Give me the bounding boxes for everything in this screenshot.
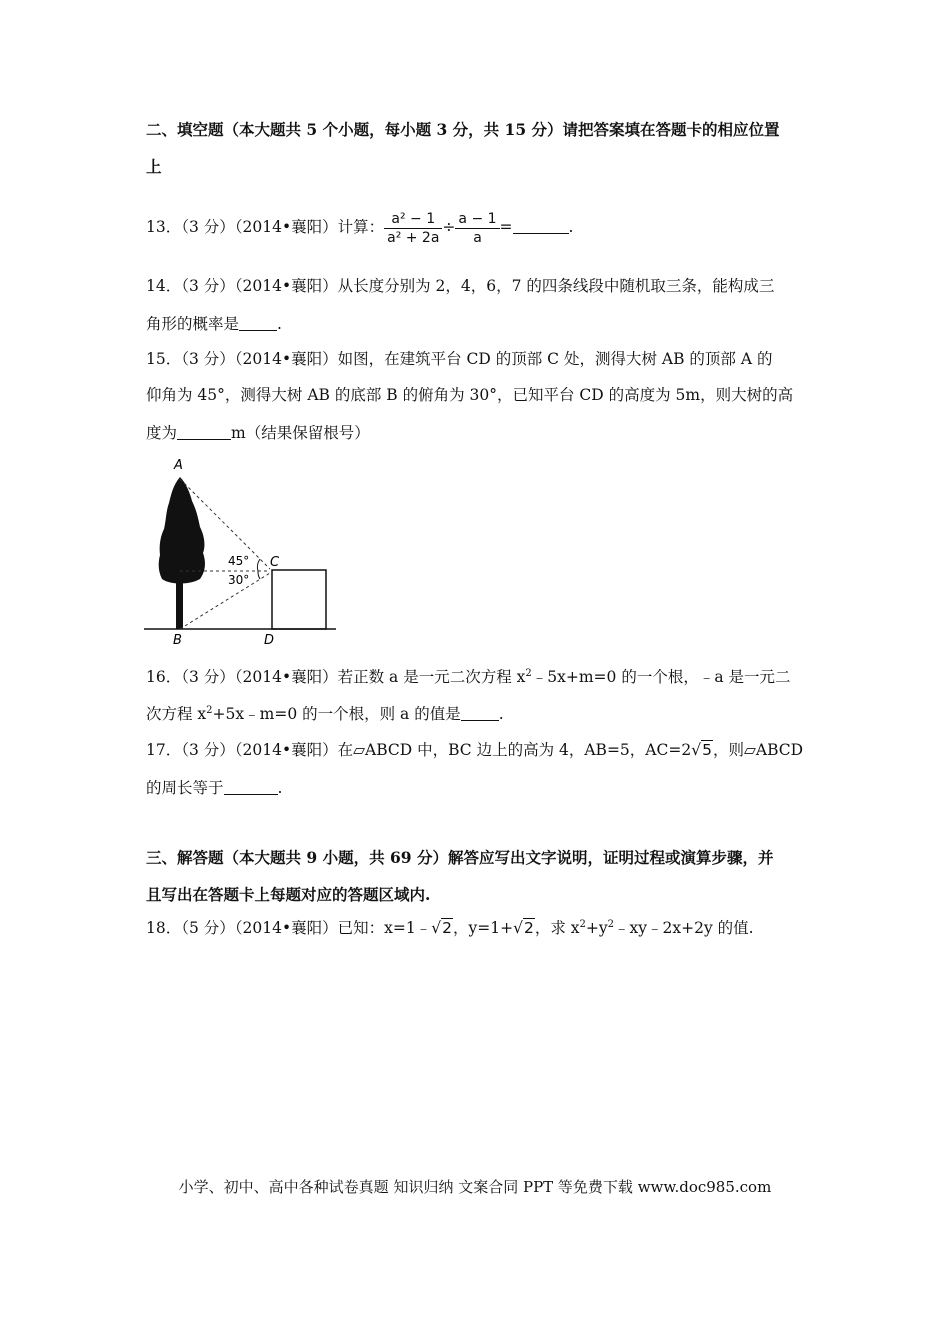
- q17-line1-text-b: ，则▱ABCD: [712, 741, 804, 759]
- q18-exponent-2: 2: [607, 918, 614, 930]
- q13-equals: =: [499, 218, 513, 236]
- q13-suffix: .: [568, 218, 574, 236]
- q18-text-e: ﹣xy﹣2x+2y 的值.: [614, 919, 754, 937]
- q14-line2-text: 角形的概率是: [146, 315, 240, 333]
- platform-cd: [272, 570, 326, 629]
- q16-line2: [146, 704, 504, 724]
- sqrt-icon: √2: [431, 919, 452, 937]
- q16-line1-text-b: ﹣5x+m=0 的一个根，﹣a 是一元二: [531, 668, 791, 686]
- q17-answer-blank: [224, 780, 278, 795]
- angle-label-30: 30°: [228, 573, 250, 587]
- tree-silhouette: [159, 477, 205, 629]
- angle-arc-30: [258, 571, 260, 579]
- q13-answer-blank: [513, 219, 569, 234]
- q14-line2: [146, 314, 282, 334]
- label-b: B: [173, 633, 182, 648]
- q17-line2-text: 的周长等于: [146, 779, 224, 797]
- section2-header-line1: 二、填空题（本大题共 5 个小题，每小题 3 分，共 15 分）请把答案填在答题卡的相应位置: [146, 120, 780, 139]
- sqrt-icon: √2: [513, 919, 534, 937]
- q16-line2-text-a: 次方程 x: [146, 705, 207, 723]
- q13-frac1-denominator: a² + 2a: [387, 229, 440, 246]
- q15-line3-end: m（结果保留根号）: [231, 424, 370, 442]
- q18-text-b: ，y=1+: [452, 919, 514, 937]
- q15-line3: [146, 423, 370, 443]
- q15-line1: 15．（3 分）（2014•襄阳）如图，在建筑平台 CD 的顶部 C 处，测得大树 AB 的顶部 A 的: [146, 350, 773, 368]
- q15-line2: 仰角为 45°，测得大树 AB 的底部 B 的俯角为 30°，已知平台 CD 的高度为 5m，则大树的高: [146, 386, 794, 404]
- q18-radicand-1: 2: [442, 919, 452, 937]
- q14-answer-blank: [239, 316, 277, 331]
- q14-line2-end: .: [277, 315, 282, 333]
- q17-radicand: 5: [702, 741, 712, 759]
- q13-frac2-denominator: a: [473, 229, 482, 246]
- label-d: D: [264, 633, 275, 648]
- q14-line1: 14．（3 分）（2014•襄阳）从长度分别为 2，4，6，7 的四条线段中随机取三条，能构成三: [146, 277, 775, 295]
- q16-line1-text-a: 16．（3 分）（2014•襄阳）若正数 a 是一元二次方程 x: [146, 668, 526, 686]
- q16-line2-end: .: [498, 705, 504, 723]
- q17-line1: [146, 740, 803, 760]
- label-c: C: [270, 555, 280, 570]
- q15-line3-text: 度为: [146, 424, 178, 442]
- q18-text-a: 18．（5 分）（2014•襄阳）已知：x=1﹣: [146, 919, 432, 937]
- q13-fraction-2: [455, 210, 499, 247]
- q16-line2-exponent: 2: [206, 704, 213, 716]
- q13-frac2-numerator: a − 1: [458, 210, 497, 227]
- q15-answer-blank: [177, 425, 231, 440]
- q18-text-c: ，求 x: [534, 919, 580, 937]
- q17-line1-text-a: 17．（3 分）（2014•襄阳）在▱ABCD 中，BC 边上的高为 4，AB=5，AC=2: [146, 741, 692, 759]
- q16-line1-exponent: 2: [525, 667, 532, 679]
- q16-line1: [146, 667, 790, 687]
- q16-answer-blank: [461, 706, 499, 721]
- angle-arc-45: [257, 559, 260, 571]
- q13-frac1-numerator: a² − 1: [391, 210, 436, 227]
- section2-header-line2: 上: [146, 157, 162, 176]
- q13-divide-sign: ÷: [442, 218, 456, 236]
- q13-prefix: 13．（3 分）（2014•襄阳）计算：: [146, 218, 385, 236]
- angle-label-45: 45°: [228, 554, 250, 568]
- section3-header-line2: 且写出在答题卡上每题对应的答题区域内.: [146, 885, 431, 904]
- label-a: A: [174, 458, 183, 473]
- q13-fraction-1: [384, 210, 442, 247]
- q16-line2-text-b: +5x﹣m=0 的一个根，则 a 的值是: [212, 705, 461, 723]
- q18-radicand-2: 2: [523, 919, 534, 937]
- tree-platform-figure: [140, 455, 340, 650]
- page-footer: 小学、初中、高中各种试卷真题 知识归纳 文案合同 PPT 等免费下载 www.doc985.com: [178, 1178, 772, 1196]
- section3-header-line1: 三、解答题（本大题共 9 小题，共 69 分）解答应写出文字说明，证明过程或演算步骤，并: [146, 848, 774, 867]
- sqrt-icon: √5: [691, 741, 712, 759]
- question-13: [146, 207, 573, 247]
- question-18: [146, 918, 754, 938]
- q18-exponent-1: 2: [579, 918, 586, 930]
- q17-line2-end: .: [277, 779, 283, 797]
- q18-text-d: +y: [585, 919, 608, 937]
- q17-line2: [146, 778, 282, 798]
